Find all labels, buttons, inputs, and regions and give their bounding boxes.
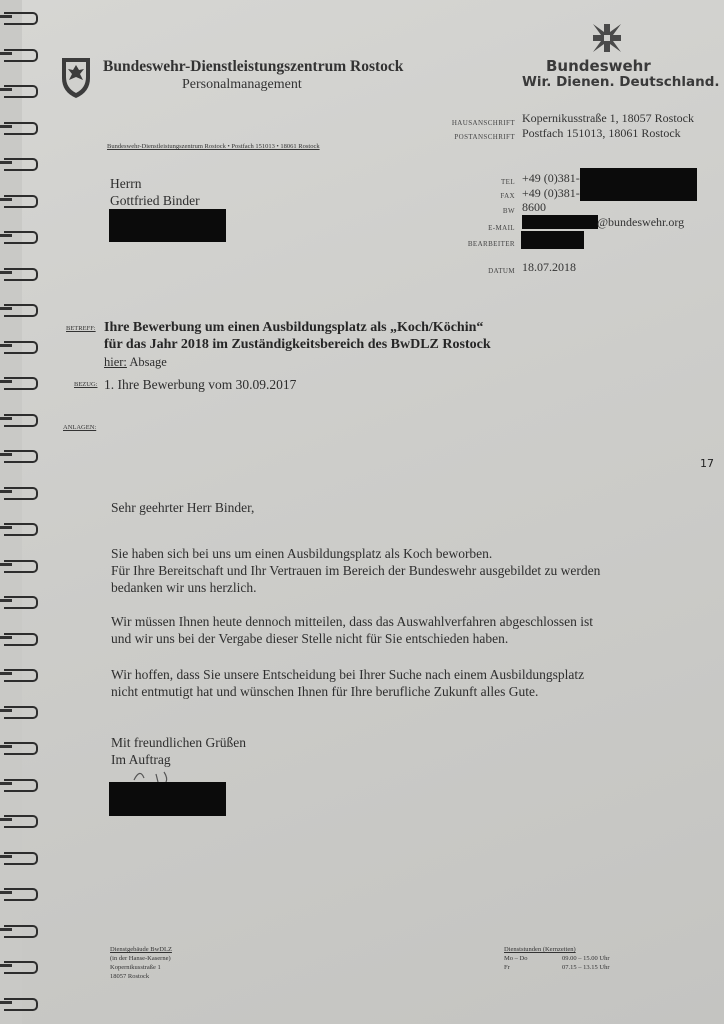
bezug-label: BEZUG: (74, 381, 98, 388)
hier-value: Absage (129, 355, 167, 369)
paragraph-3-line-1: Wir hoffen, dass Sie unsere Entscheidung bei Ihrer Suche nach einem Ausbildungsplatz (111, 667, 585, 682)
paragraph-1-line-3: bedanken wir uns herzlich. (111, 580, 257, 595)
binding-ring (4, 925, 38, 938)
binding-ring (4, 49, 38, 62)
spiral-binding (0, 0, 40, 1024)
footer-building-title: Dienstgebäude BwDLZ (110, 946, 172, 953)
fax-value: +49 (0)381- (522, 186, 580, 200)
redacted-signature-name (109, 782, 226, 816)
binding-ring (4, 961, 38, 974)
footer-hours-row-1-day: Mo – Do (504, 955, 528, 962)
redacted-email-user (522, 215, 598, 229)
binding-ring (4, 341, 38, 354)
binding-ring (4, 268, 38, 281)
binding-ring (4, 487, 38, 500)
paragraph-3-line-2: nicht entmutigt hat und wünschen Ihnen für Ihre berufliche Zukunft alles Gute. (111, 684, 539, 699)
anlagen-label: ANLAGEN: (63, 424, 97, 431)
bearbeiter-label: BEARBEITER (467, 240, 515, 248)
sender-return-line: Bundeswehr-Dienstleistungszentrum Rostock • Postfach 151013 • 18061 Rostock (107, 143, 320, 150)
binding-ring (4, 377, 38, 390)
email-label: E-MAIL (488, 224, 515, 232)
paragraph-1-line-2: Für Ihre Bereitschaft und Ihr Vertrauen im Bereich der Bundeswehr ausgebildet zu werden (111, 563, 601, 578)
tel-label: TEL (500, 178, 515, 186)
closing-im-auftrag: Im Auftrag (111, 752, 171, 767)
paragraph-2-line-1: Wir müssen Ihnen heute dennoch mitteilen, dass das Auswahlverfahren abgeschlossen ist (111, 614, 593, 629)
brand-name: Bundeswehr (546, 57, 651, 75)
bezug-value: 1. Ihre Bewerbung vom 30.09.2017 (104, 377, 297, 392)
org-name: Bundeswehr-Dienstleistungszentrum Rostock (103, 58, 404, 75)
binding-ring (4, 122, 38, 135)
brand-slogan: Wir. Dienen. Deutschland. (522, 74, 720, 90)
binding-ring (4, 231, 38, 244)
signature-stroke (130, 764, 180, 784)
binding-ring (4, 633, 38, 646)
hausanschrift-label: HAUSANSCHRIFT (451, 119, 515, 127)
footer-hours-row-1-time: 09.00 – 15.00 Uhr (562, 955, 610, 962)
binding-ring (4, 195, 38, 208)
hier-label: hier: (104, 355, 127, 369)
postanschrift-value: Postfach 151013, 18061 Rostock (522, 126, 681, 140)
subject-line-1: Ihre Bewerbung um einen Ausbildungsplatz als „Koch/Köchin“ (104, 320, 484, 335)
binding-ring (4, 742, 38, 755)
binding-ring (4, 523, 38, 536)
datum-label: DATUM (488, 267, 515, 275)
binding-ring (4, 779, 38, 792)
paragraph-1-line-1: Sie haben sich bei uns um einen Ausbildungsplatz als Koch beworben. (111, 546, 493, 561)
binding-ring (4, 998, 38, 1011)
datum-value: 18.07.2018 (522, 260, 576, 274)
greeting: Sehr geehrter Herr Binder, (111, 500, 255, 515)
redacted-address (109, 209, 226, 242)
department: Personalmanagement (182, 77, 302, 92)
binding-ring (4, 852, 38, 865)
bw-label: BW (502, 207, 515, 215)
footer-building-line-3: 18057 Rostock (110, 973, 150, 980)
footer-hours-title: Dienststunden (Kernzeiten) (504, 946, 576, 953)
iron-cross-icon (591, 22, 623, 54)
recipient-salutation: Herrn (110, 176, 142, 191)
hausanschrift-value: Kopernikusstraße 1, 18057 Rostock (522, 111, 694, 125)
binding-ring (4, 304, 38, 317)
federal-eagle-shield-icon (60, 56, 92, 100)
hier-line (104, 354, 167, 371)
binding-ring (4, 706, 38, 719)
page-marker: 17 (700, 457, 714, 470)
binding-ring (4, 85, 38, 98)
bw-value: 8600 (522, 200, 546, 214)
footer-hours-row-2-day: Fr (504, 964, 510, 971)
binding-ring (4, 414, 38, 427)
recipient-name: Gottfried Binder (110, 193, 200, 208)
binding-ring (4, 596, 38, 609)
binding-ring (4, 560, 38, 573)
footer-hours-row-2-time: 07.15 – 13.15 Uhr (562, 964, 610, 971)
footer-building-line-2: Kopernikusstraße 1 (110, 964, 161, 971)
postanschrift-label: POSTANSCHRIFT (454, 133, 515, 141)
binding-ring (4, 12, 38, 25)
binding-ring (4, 450, 38, 463)
tel-value: +49 (0)381- (522, 171, 580, 185)
binding-ring (4, 888, 38, 901)
fax-label: FAX (500, 192, 515, 200)
closing-regards: Mit freundlichen Grüßen (111, 735, 246, 750)
email-domain: @bundeswehr.org (597, 215, 685, 229)
redacted-bearbeiter (521, 231, 584, 249)
redacted-phone (580, 168, 697, 201)
subject-line-2: für das Jahr 2018 im Zuständigkeitsbereich des BwDLZ Rostock (104, 337, 491, 352)
paragraph-2-line-2: und wir uns bei der Vergabe dieser Stelle nicht für Sie entschieden haben. (111, 631, 509, 646)
binding-ring (4, 669, 38, 682)
footer-building-line-1: (in der Hanse-Kaserne) (110, 955, 171, 962)
binding-ring (4, 815, 38, 828)
binding-ring (4, 158, 38, 171)
betreff-label: BETREFF: (66, 325, 96, 332)
